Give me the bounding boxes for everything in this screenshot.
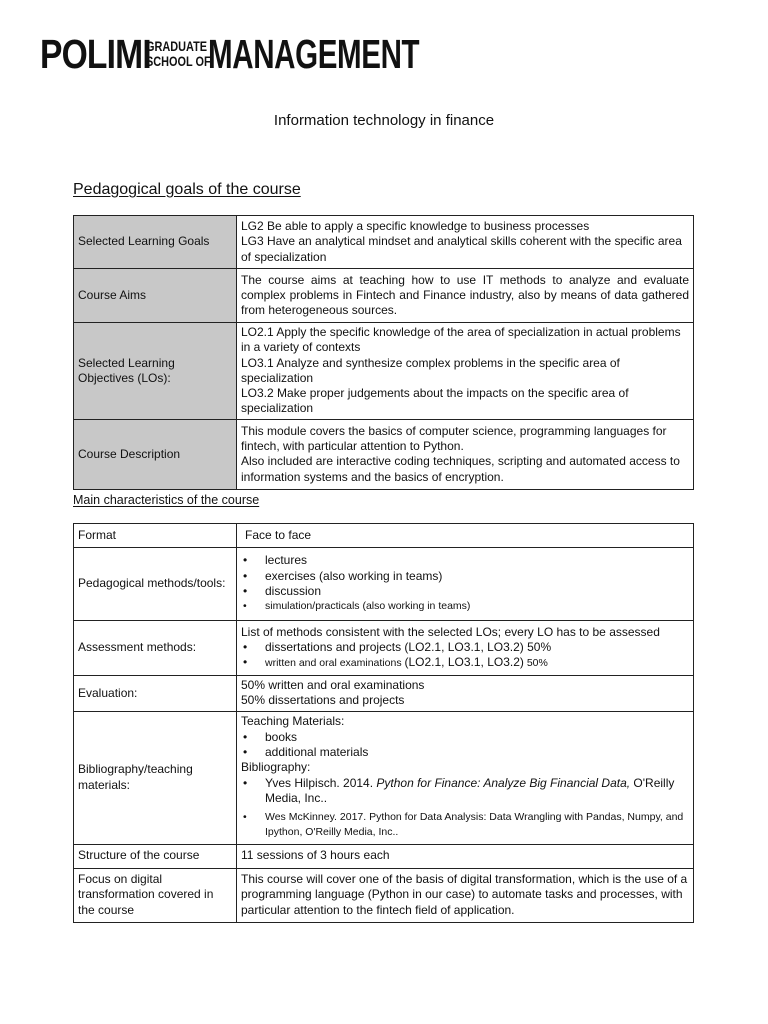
list-item: • lectures [265, 553, 689, 568]
course-aims-text: The course aims at teaching how to use IT methods to analyze and evaluate complex problems in Fintech and Finance industry, also by means of data gathered from heterogeneous sources. [237, 269, 694, 323]
learning-goal-lg2: LG2 Be able to apply a specific knowledge to business processes [241, 219, 590, 234]
table-row [74, 868, 694, 922]
methods-label: Pedagogical methods/tools: [74, 548, 237, 621]
logo-school-of-text: SCHOOL OF [146, 53, 211, 69]
course-aims-label: Course Aims [74, 269, 237, 323]
course-characteristics-table [73, 523, 694, 923]
evaluation-line-1: 50% written and oral examinations [241, 678, 425, 692]
list-item: • books [265, 730, 689, 745]
list-item: • exercises (also working in teams) [265, 569, 689, 584]
list-item: • simulation/practicals (also working in teams) [265, 599, 689, 614]
methods-cell [237, 548, 694, 621]
course-description-para-1: This module covers the basics of computer science, programming languages for fintech, with particular attention to Python. [241, 423, 667, 453]
logo-graduate-text: GRADUATE [146, 38, 208, 54]
table-row [74, 844, 694, 868]
pedagogical-goals-table [73, 215, 694, 490]
focus-label: Focus on digital transformation covered in the course [74, 868, 237, 922]
list-item: • Wes McKinney. 2017. Python for Data Analysis: Data Wrangling with Pandas, Numpy, and Ipython, O'Reilly Media, Inc.. [265, 810, 689, 841]
objective-lo3-2: LO3.2 Make proper judgements about the impacts on the specific area of specialization [241, 386, 629, 416]
list-item [265, 655, 689, 671]
bib-1-author: Yves Hilpisch. 2014. [265, 775, 377, 790]
table-row [74, 524, 694, 548]
evaluation-line-2: 50% dissertations and projects [241, 693, 405, 708]
format-label: Format [74, 524, 237, 548]
course-description-para-2: Also included are interactive coding techniques, scripting and automated access to information systems and the basics of encryption. [241, 454, 680, 484]
learning-objectives-label: Selected Learning Objectives (LOs): [74, 323, 237, 420]
teaching-materials-list [241, 730, 689, 761]
format-text: Face to face [245, 527, 312, 542]
bibliography-cell [237, 711, 694, 844]
course-description-label: Course Description [74, 419, 237, 489]
evaluation-cell [237, 676, 694, 712]
learning-goals-label: Selected Learning Goals [74, 216, 237, 269]
course-description-cell [237, 419, 694, 489]
logo-polimi-text: POLIMI [40, 31, 151, 77]
format-value [237, 524, 694, 548]
bibliography-heading: Bibliography: [241, 760, 311, 775]
logo-management-text: MANAGEMENT [208, 31, 420, 77]
learning-goals-cell [237, 216, 694, 269]
table-row [74, 548, 694, 621]
list-item: • discussion [265, 584, 689, 599]
characteristics-heading: Main characteristics of the course [73, 493, 260, 507]
assessment-intro: List of methods consistent with the selected LOs; every LO has to be assessed [241, 624, 660, 639]
structure-value: 11 sessions of 3 hours each [237, 844, 694, 868]
list-item [265, 776, 689, 807]
list-item: • dissertations and projects (LO2.1, LO3.1, LO3.2) 50% [265, 640, 689, 655]
learning-goal-lg3: LG3 Have an analytical mindset and analytical skills coherent with the specific area of specialization [241, 234, 682, 264]
goals-heading: Pedagogical goals of the course [73, 181, 301, 198]
assessment-cell [237, 621, 694, 676]
evaluation-label: Evaluation: [74, 676, 237, 712]
objective-lo3-1: LO3.1 Analyze and synthesize complex problems in the specific area of specialization [241, 355, 620, 385]
list-item: • additional materials [265, 745, 689, 760]
logo-graduate-school [146, 38, 211, 69]
document-title: Information technology in finance [273, 112, 495, 129]
table-row [74, 711, 694, 844]
table-row [74, 269, 694, 323]
learning-objectives-cell [237, 323, 694, 420]
assessment-2-los: (LO2.1, LO3.1, LO3.2) [404, 655, 524, 670]
bib-1-title: Python for Finance: Analyze Big Financial Data, [376, 775, 631, 790]
table-row [74, 216, 694, 269]
bibliography-list [241, 776, 689, 841]
teaching-materials-heading: Teaching Materials: [241, 714, 345, 729]
bibliography-label: Bibliography/teaching materials: [74, 711, 237, 844]
table-row [74, 621, 694, 676]
structure-label: Structure of the course [74, 844, 237, 868]
assessment-label: Assessment methods: [74, 621, 237, 676]
assessment-2-pct: 50% [523, 657, 548, 670]
table-row [74, 419, 694, 489]
assessment-list [241, 640, 689, 672]
focus-value: This course will cover one of the basis of digital transformation, which is the use of a programming language (Python in our case) to automate tasks and processes, with particular attention to the fintech field of application. [237, 868, 694, 922]
polimi-logo [40, 31, 501, 77]
objective-lo2-1: LO2.1 Apply the specific knowledge of the area of specialization in actual problems in a variety of contexts [241, 325, 681, 355]
assessment-2-text: written and oral examinations [265, 657, 405, 670]
table-row [74, 323, 694, 420]
table-row [74, 676, 694, 712]
methods-list [241, 553, 689, 614]
bib-1-publisher: O'Reilly Media, Inc.. [265, 775, 675, 805]
